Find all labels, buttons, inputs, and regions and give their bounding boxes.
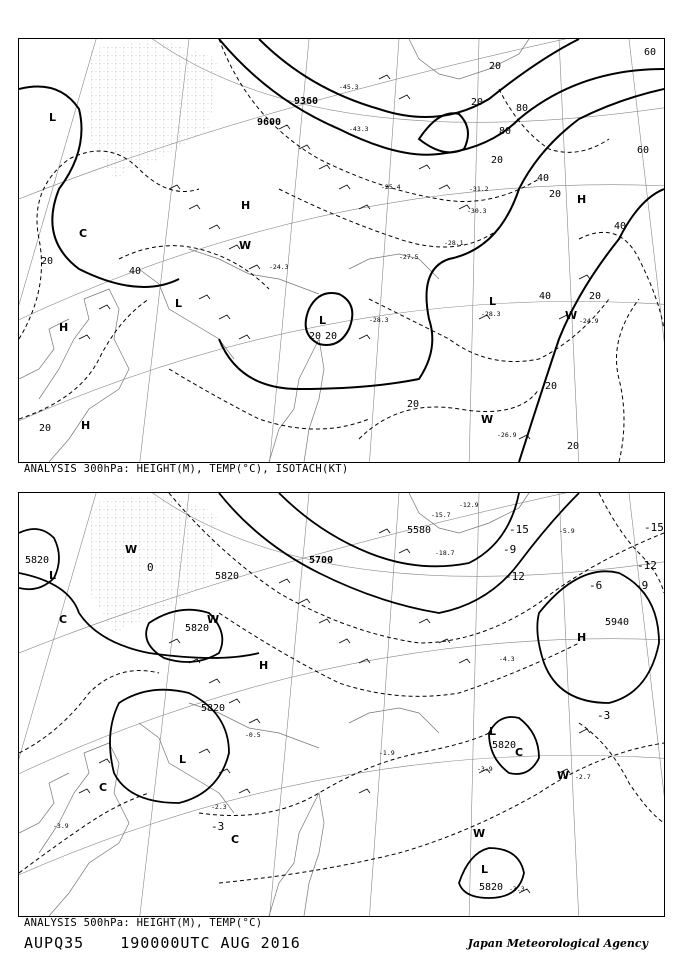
system-low: L xyxy=(489,725,497,738)
station-temp: -45.3 xyxy=(339,83,359,91)
panel-caption-300hpa: ANALYSIS 300hPa: HEIGHT(M), TEMP(°C), ISOTACH(KT) xyxy=(24,463,349,475)
system-warm: W xyxy=(207,613,220,626)
map-panel-500hpa xyxy=(18,492,665,917)
isotach-label: 20 xyxy=(325,331,338,342)
system-warm: W xyxy=(557,769,570,782)
isotherm-label: -9 xyxy=(503,543,517,556)
height-label: 5580 xyxy=(407,525,432,536)
system-low: L xyxy=(489,295,497,308)
isotherm-label: -12 xyxy=(637,559,657,572)
isotach-label: 20 xyxy=(489,61,502,72)
system-cold: C xyxy=(59,613,68,626)
system-warm: W xyxy=(239,239,252,252)
isotach-label: 80 xyxy=(516,103,529,114)
chart-identifier xyxy=(24,934,327,952)
station-temp: -31.2 xyxy=(469,185,489,193)
station-temp: -0.5 xyxy=(245,731,261,739)
isotach-label: 40 xyxy=(537,173,550,184)
station-temp: -3.9 xyxy=(53,822,69,830)
chart-code: AUPQ35 xyxy=(24,934,85,952)
station-temp: -12.9 xyxy=(459,501,479,509)
isotherm-label: -6 xyxy=(589,579,603,592)
system-cold: C xyxy=(79,227,88,240)
isotach-label: 40 xyxy=(129,266,142,277)
isotherm-label: -15 xyxy=(644,521,664,534)
isotach-label: 20 xyxy=(549,189,562,200)
valid-time: 190000UTC AUG 2016 xyxy=(120,934,301,952)
system-high: H xyxy=(59,321,69,334)
system-high: H xyxy=(81,419,91,432)
isotach-label: 80 xyxy=(499,126,512,137)
isotach-label: 20 xyxy=(39,423,52,434)
isotach-label: 20 xyxy=(407,399,420,410)
terrain-hatch xyxy=(89,39,219,179)
isotherm-labels xyxy=(147,521,664,833)
station-temp: -3.3 xyxy=(509,885,525,893)
station-temp: -24.3 xyxy=(269,263,289,271)
system-cold: C xyxy=(99,781,108,794)
system-low: L xyxy=(49,111,57,124)
isotach-label: 20 xyxy=(589,291,602,302)
isotach-label: 20 xyxy=(545,381,558,392)
isotherm-label: -12 xyxy=(505,570,525,583)
height-label: 5940 xyxy=(605,617,630,628)
system-high: H xyxy=(577,193,587,206)
system-low: L xyxy=(481,863,489,876)
station-temp: -15.7 xyxy=(431,511,451,519)
isotherm-label: 0 xyxy=(147,561,154,574)
map-500hpa-svg xyxy=(19,493,664,916)
isotach-label: 20 xyxy=(491,155,504,166)
height-label: 5820 xyxy=(201,703,226,714)
isotach-label: 20 xyxy=(309,331,322,342)
isotach-label: 20 xyxy=(471,97,484,108)
isotherm-label: -3 xyxy=(211,820,225,833)
system-low: L xyxy=(319,314,327,327)
isotach-label: 60 xyxy=(644,47,657,58)
station-temp: -2.7 xyxy=(575,773,591,781)
station-temp: -4.3 xyxy=(499,655,515,663)
height-label: 9360 xyxy=(294,96,319,107)
system-low: L xyxy=(179,753,187,766)
height-label: 5700 xyxy=(309,555,334,566)
height-label: 5820 xyxy=(492,740,517,751)
height-label: 5820 xyxy=(25,555,50,566)
height-label: 5820 xyxy=(479,882,504,893)
system-cold: C xyxy=(515,746,524,759)
system-high: H xyxy=(577,631,587,644)
station-temp: -24.9 xyxy=(579,317,599,325)
isotherm-label: -3 xyxy=(597,709,611,722)
system-warm: W xyxy=(473,827,486,840)
system-warm: W xyxy=(481,413,494,426)
station-temp: -3.9 xyxy=(477,765,493,773)
system-high: H xyxy=(259,659,269,672)
station-temp: -28.3 xyxy=(481,310,501,318)
agency-credit: Japan Meteorological Agency xyxy=(467,937,648,950)
isotach-label: 40 xyxy=(614,221,627,232)
system-low: L xyxy=(49,569,57,582)
height-label: 9600 xyxy=(257,117,282,128)
height-label: 5820 xyxy=(215,571,240,582)
system-low: L xyxy=(175,297,183,310)
isotach-label: 20 xyxy=(41,256,54,267)
system-high: H xyxy=(241,199,251,212)
isotach-label: 20 xyxy=(567,441,580,452)
isotach-label: 40 xyxy=(539,291,552,302)
system-cold: C xyxy=(231,833,240,846)
station-temp: -43.3 xyxy=(349,125,369,133)
isotherm-label: -15 xyxy=(509,523,529,536)
station-temp: -1.9 xyxy=(379,749,395,757)
station-temp: -30.3 xyxy=(467,207,487,215)
station-temp: -18.7 xyxy=(435,549,455,557)
height-label: 5820 xyxy=(185,623,210,634)
isotach-label: 60 xyxy=(637,145,650,156)
map-300hpa-svg xyxy=(19,39,664,462)
map-panel-300hpa xyxy=(18,38,665,463)
station-temp: -25.4 xyxy=(381,183,401,191)
station-temp: -5.9 xyxy=(559,527,575,535)
station-temp: -28.3 xyxy=(369,316,389,324)
station-temp: -27.5 xyxy=(399,253,419,261)
system-warm: W xyxy=(125,543,138,556)
isotherm-label: -9 xyxy=(635,579,649,592)
station-temp: -26.9 xyxy=(497,431,517,439)
terrain-hatch xyxy=(89,493,219,633)
station-temp: -2.3 xyxy=(211,803,227,811)
system-warm: W xyxy=(565,309,578,322)
station-temp: -28.1 xyxy=(444,239,464,247)
panel-caption-500hpa: ANALYSIS 500hPa: HEIGHT(M), TEMP(°C) xyxy=(24,917,263,929)
